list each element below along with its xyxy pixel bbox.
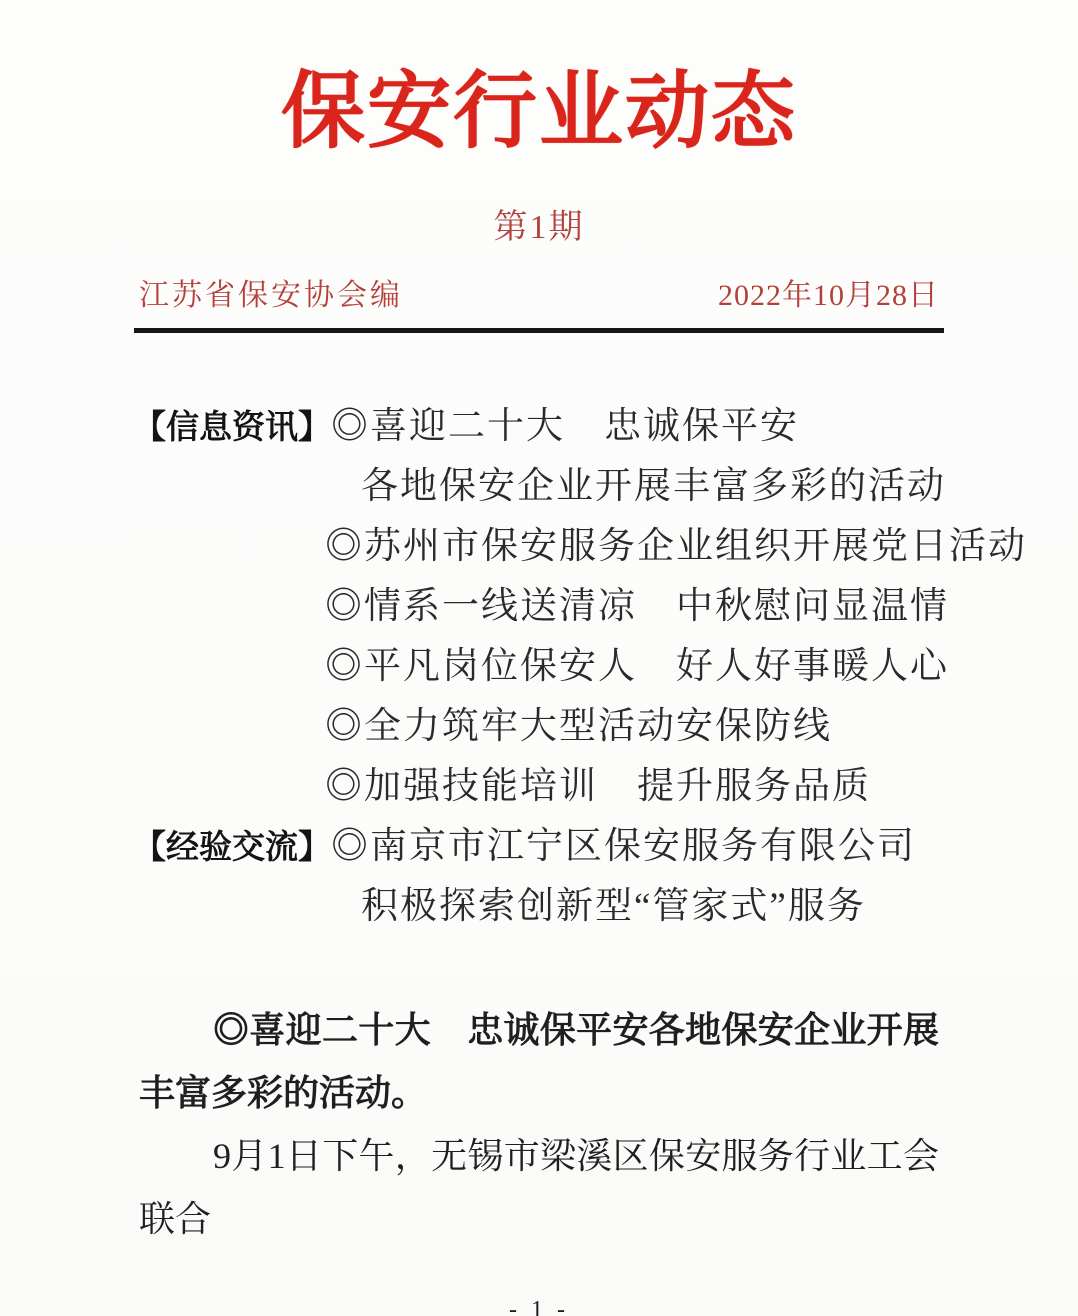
toc-row [133, 397, 945, 457]
page-title: 保安行业动态 [280, 66, 797, 159]
publication-date: 2022年10月28日 [718, 279, 939, 312]
toc-row [133, 757, 945, 817]
toc-item-text: 积极探索创新型“管家式”服务 [361, 886, 866, 927]
toc-row [133, 517, 1027, 577]
toc-item-text: ◎喜迎二十大 忠诚保平安 [331, 406, 799, 447]
editor-credit: 江苏省保安协会编 [139, 279, 403, 312]
table-of-contents [133, 397, 1027, 937]
issue-number: 第1期 [493, 209, 585, 246]
toc-row [133, 457, 945, 517]
toc-item-text: ◎情系一线送清凉 中秋慰问显温情 [325, 586, 949, 627]
meta-row [139, 276, 939, 316]
article-paragraph: 9月1日下午，无锡市梁溪区保安服务行业工会联合 [139, 1136, 939, 1239]
toc-section-label: 【信息资讯】 [133, 408, 331, 445]
toc-item-text: ◎苏州市保安服务企业组织开展党日活动 [325, 526, 1027, 567]
article-body [139, 999, 939, 1251]
toc-row [133, 697, 945, 757]
article-headline: ◎喜迎二十大 忠诚保平安各地保安企业开展丰富多彩的活动。 [139, 1010, 939, 1113]
toc-item-text: 各地保安企业开展丰富多彩的活动 [361, 466, 946, 507]
toc-row [133, 817, 945, 877]
toc-item-text: ◎平凡岗位保安人 好人好事暖人心 [325, 646, 949, 687]
toc-item-text: ◎加强技能培训 提升服务品质 [325, 766, 871, 807]
toc-item-text: ◎南京市江宁区保安服务有限公司 [331, 826, 916, 867]
toc-row [133, 877, 945, 937]
toc-item-text: ◎全力筑牢大型活动安保防线 [325, 706, 832, 747]
page-number: - 1 - [509, 1297, 569, 1316]
toc-row [133, 637, 949, 697]
divider-line [134, 328, 944, 333]
toc-section-label: 【经验交流】 [133, 828, 331, 865]
toc-row [133, 577, 949, 637]
